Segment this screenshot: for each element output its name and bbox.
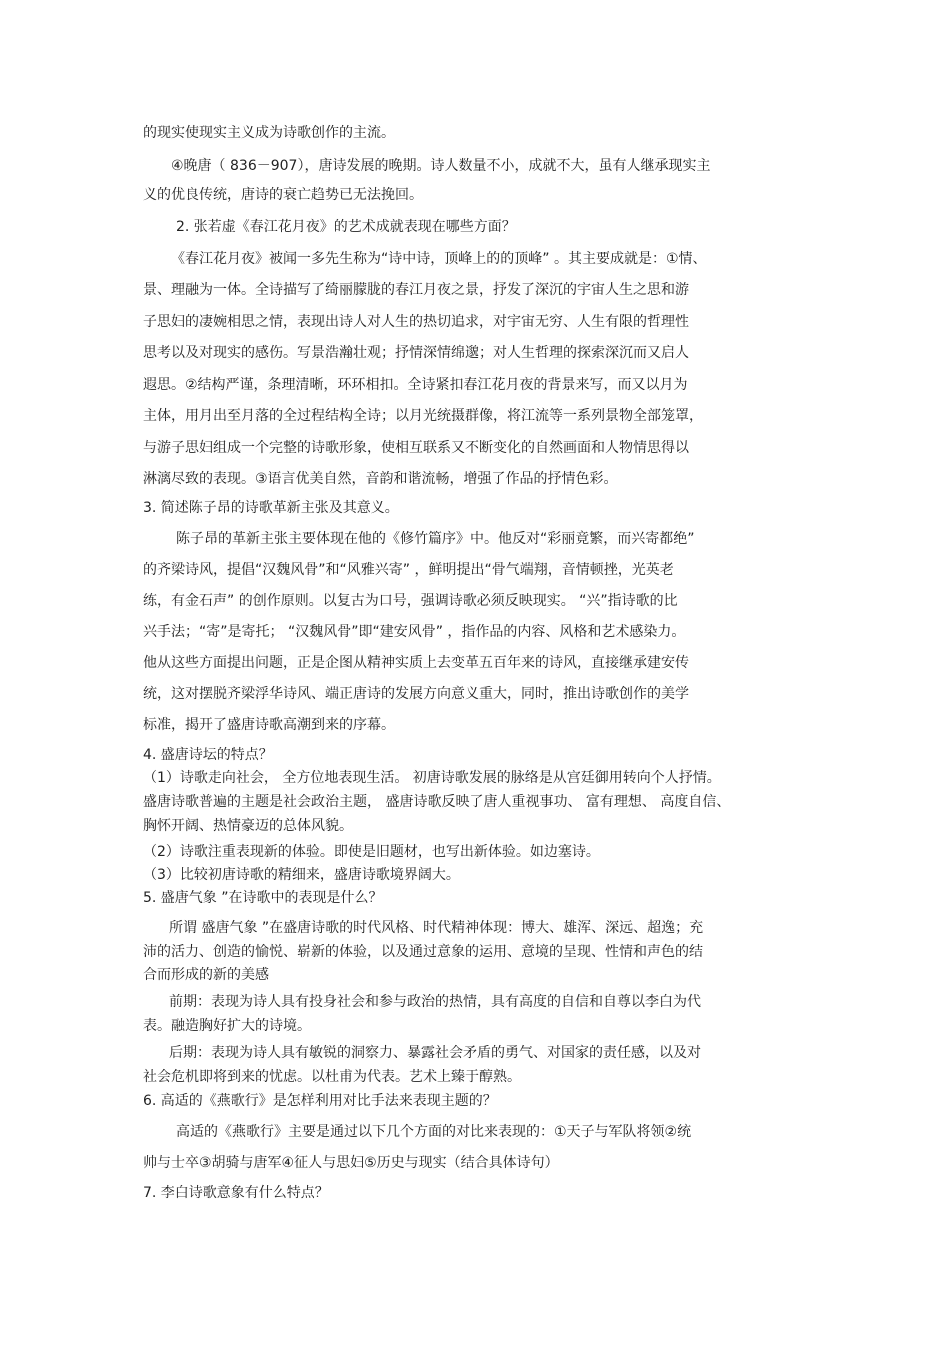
text-line: 2. 张若虚《春江花月夜》的艺术成就表现在哪些方面？ [176,219,516,235]
text-line: （2）诗歌注重表现新的体验。即使是旧题材，也写出新体验。如边塞诗。 [143,844,600,860]
text-line: 所谓 盛唐气象 ”在盛唐诗歌的时代风格、时代精神体现：博大、雄浑、深远、超逸；充 [169,920,704,936]
text-line: 的现实使现实主义成为诗歌创作的主流。 [143,125,395,141]
text-line: ④晚唐（ 836－907），唐诗发展的晚期。诗人数量不小，成就不大，虽有人继承现实主 [171,158,711,174]
section-heading: 5. 盛唐气象 ”在诗歌中的表现是什么？ [143,890,383,906]
text-line: （1）诗歌走向社会， 全方位地表现生活。 初唐诗歌发展的脉络是从宫廷御用转向个人抒情。 [143,770,721,786]
text-line: 标准，揭开了盛唐诗歌高潮到来的序幕。 [143,717,395,733]
text-line: 合而形成的新的美感 [143,967,269,983]
text-line: 遐思。②结构严谨，条理清晰，环环相扣。全诗紧扣春江花月夜的背景来写，而又以月为 [143,377,688,393]
text-line: 盛唐诗歌普遍的主题是社会政治主题， 盛唐诗歌反映了唐人重视事功、 富有理想、 高度自信、 [143,794,731,810]
text-line: 主体，用月出至月落的全过程结构全诗；以月光统摄群像，将江流等一系列景物全部笼罩， [143,408,703,424]
text-line: 景、理融为一体。全诗描写了绮丽朦胧的春江月夜之景，抒发了深沉的宇宙人生之思和游 [143,282,689,298]
section-heading: 3. 简述陈子昂的诗歌革新主张及其意义。 [143,500,399,516]
text-line: 表。融造胸好扩大的诗境。 [143,1018,311,1034]
text-line: 社会危机即将到来的忧虑。以杜甫为代表。艺术上臻于醇熟。 [143,1069,521,1085]
text-line: 高适的《燕歌行》主要是通过以下几个方面的对比来表现的：①天子与军队将领②统 [176,1124,692,1140]
text-line: 《春江花月夜》被闻一多先生称为“诗中诗，顶峰上的的顶峰” 。其主要成就是：①情、 [171,251,707,267]
text-line: 淋漓尽致的表现。③语言优美自然，音韵和谐流畅，增强了作品的抒情色彩。 [143,471,618,487]
text-line: 子思妇的凄婉相思之情，表现出诗人对人生的热切追求，对宇宙无穷、人生有限的哲理性 [143,314,689,330]
section-heading: 7. 李白诗歌意象有什么特点？ [143,1185,329,1201]
text-line: 前期：表现为诗人具有投身社会和参与政治的热情，具有高度的自信和自尊以李白为代 [169,994,701,1010]
text-line: 思考以及对现实的感伤。写景浩瀚壮观；抒情深情绵邈；对人生哲理的探索深沉而又启人 [143,345,689,361]
text-line: 义的优良传统，唐诗的衰亡趋势已无法挽回。 [143,187,423,203]
text-line: 沛的活力、创造的愉悦、崭新的体验，以及通过意象的运用、意境的呈现、性情和声色的结 [143,944,703,960]
text-line: （3）比较初唐诗歌的精细来，盛唐诗歌境界阔大。 [143,867,460,883]
text-line: 他从这些方面提出问题，正是企图从精神实质上去变革五百年来的诗风，直接继承建安传 [143,655,689,671]
text-line: 后期：表现为诗人具有敏锐的洞察力、暴露社会矛盾的勇气、对国家的责任感，以及对 [169,1045,701,1061]
text-line: 的齐梁诗风，提倡“汉魏风骨”和“风雅兴寄” ，鲜明提出“骨气端翔，音情顿挫，光英老 [143,562,674,578]
section-heading: 4. 盛唐诗坛的特点？ [143,747,273,763]
text-line: 兴手法；“寄”是寄托； “汉魏风骨”即“建安风骨” ，指作品的内容、风格和艺术感染力。 [143,624,686,640]
text-line: 帅与士卒③胡骑与唐军④征人与思妇⑤历史与现实（结合具体诗句） [143,1155,559,1171]
text-line: 与游子思妇组成一个完整的诗歌形象，使相互联系又不断变化的自然画面和人物情思得以 [143,440,689,456]
text-line: 陈子昂的革新主张主要体现在他的《修竹篇序》中。他反对“彩丽竟繁，而兴寄都绝” [176,531,695,547]
text-line: 胸怀开阔、热情豪迈的总体风貌。 [143,818,353,834]
text-line: 练，有金石声” 的创作原则。以复古为口号，强调诗歌必须反映现实。 “兴”指诗歌的比 [143,593,678,609]
text-line: 统，这对摆脱齐梁浮华诗风、端正唐诗的发展方向意义重大，同时，推出诗歌创作的美学 [143,686,689,702]
section-heading: 6. 高适的《燕歌行》是怎样利用对比手法来表现主题的？ [143,1093,497,1109]
